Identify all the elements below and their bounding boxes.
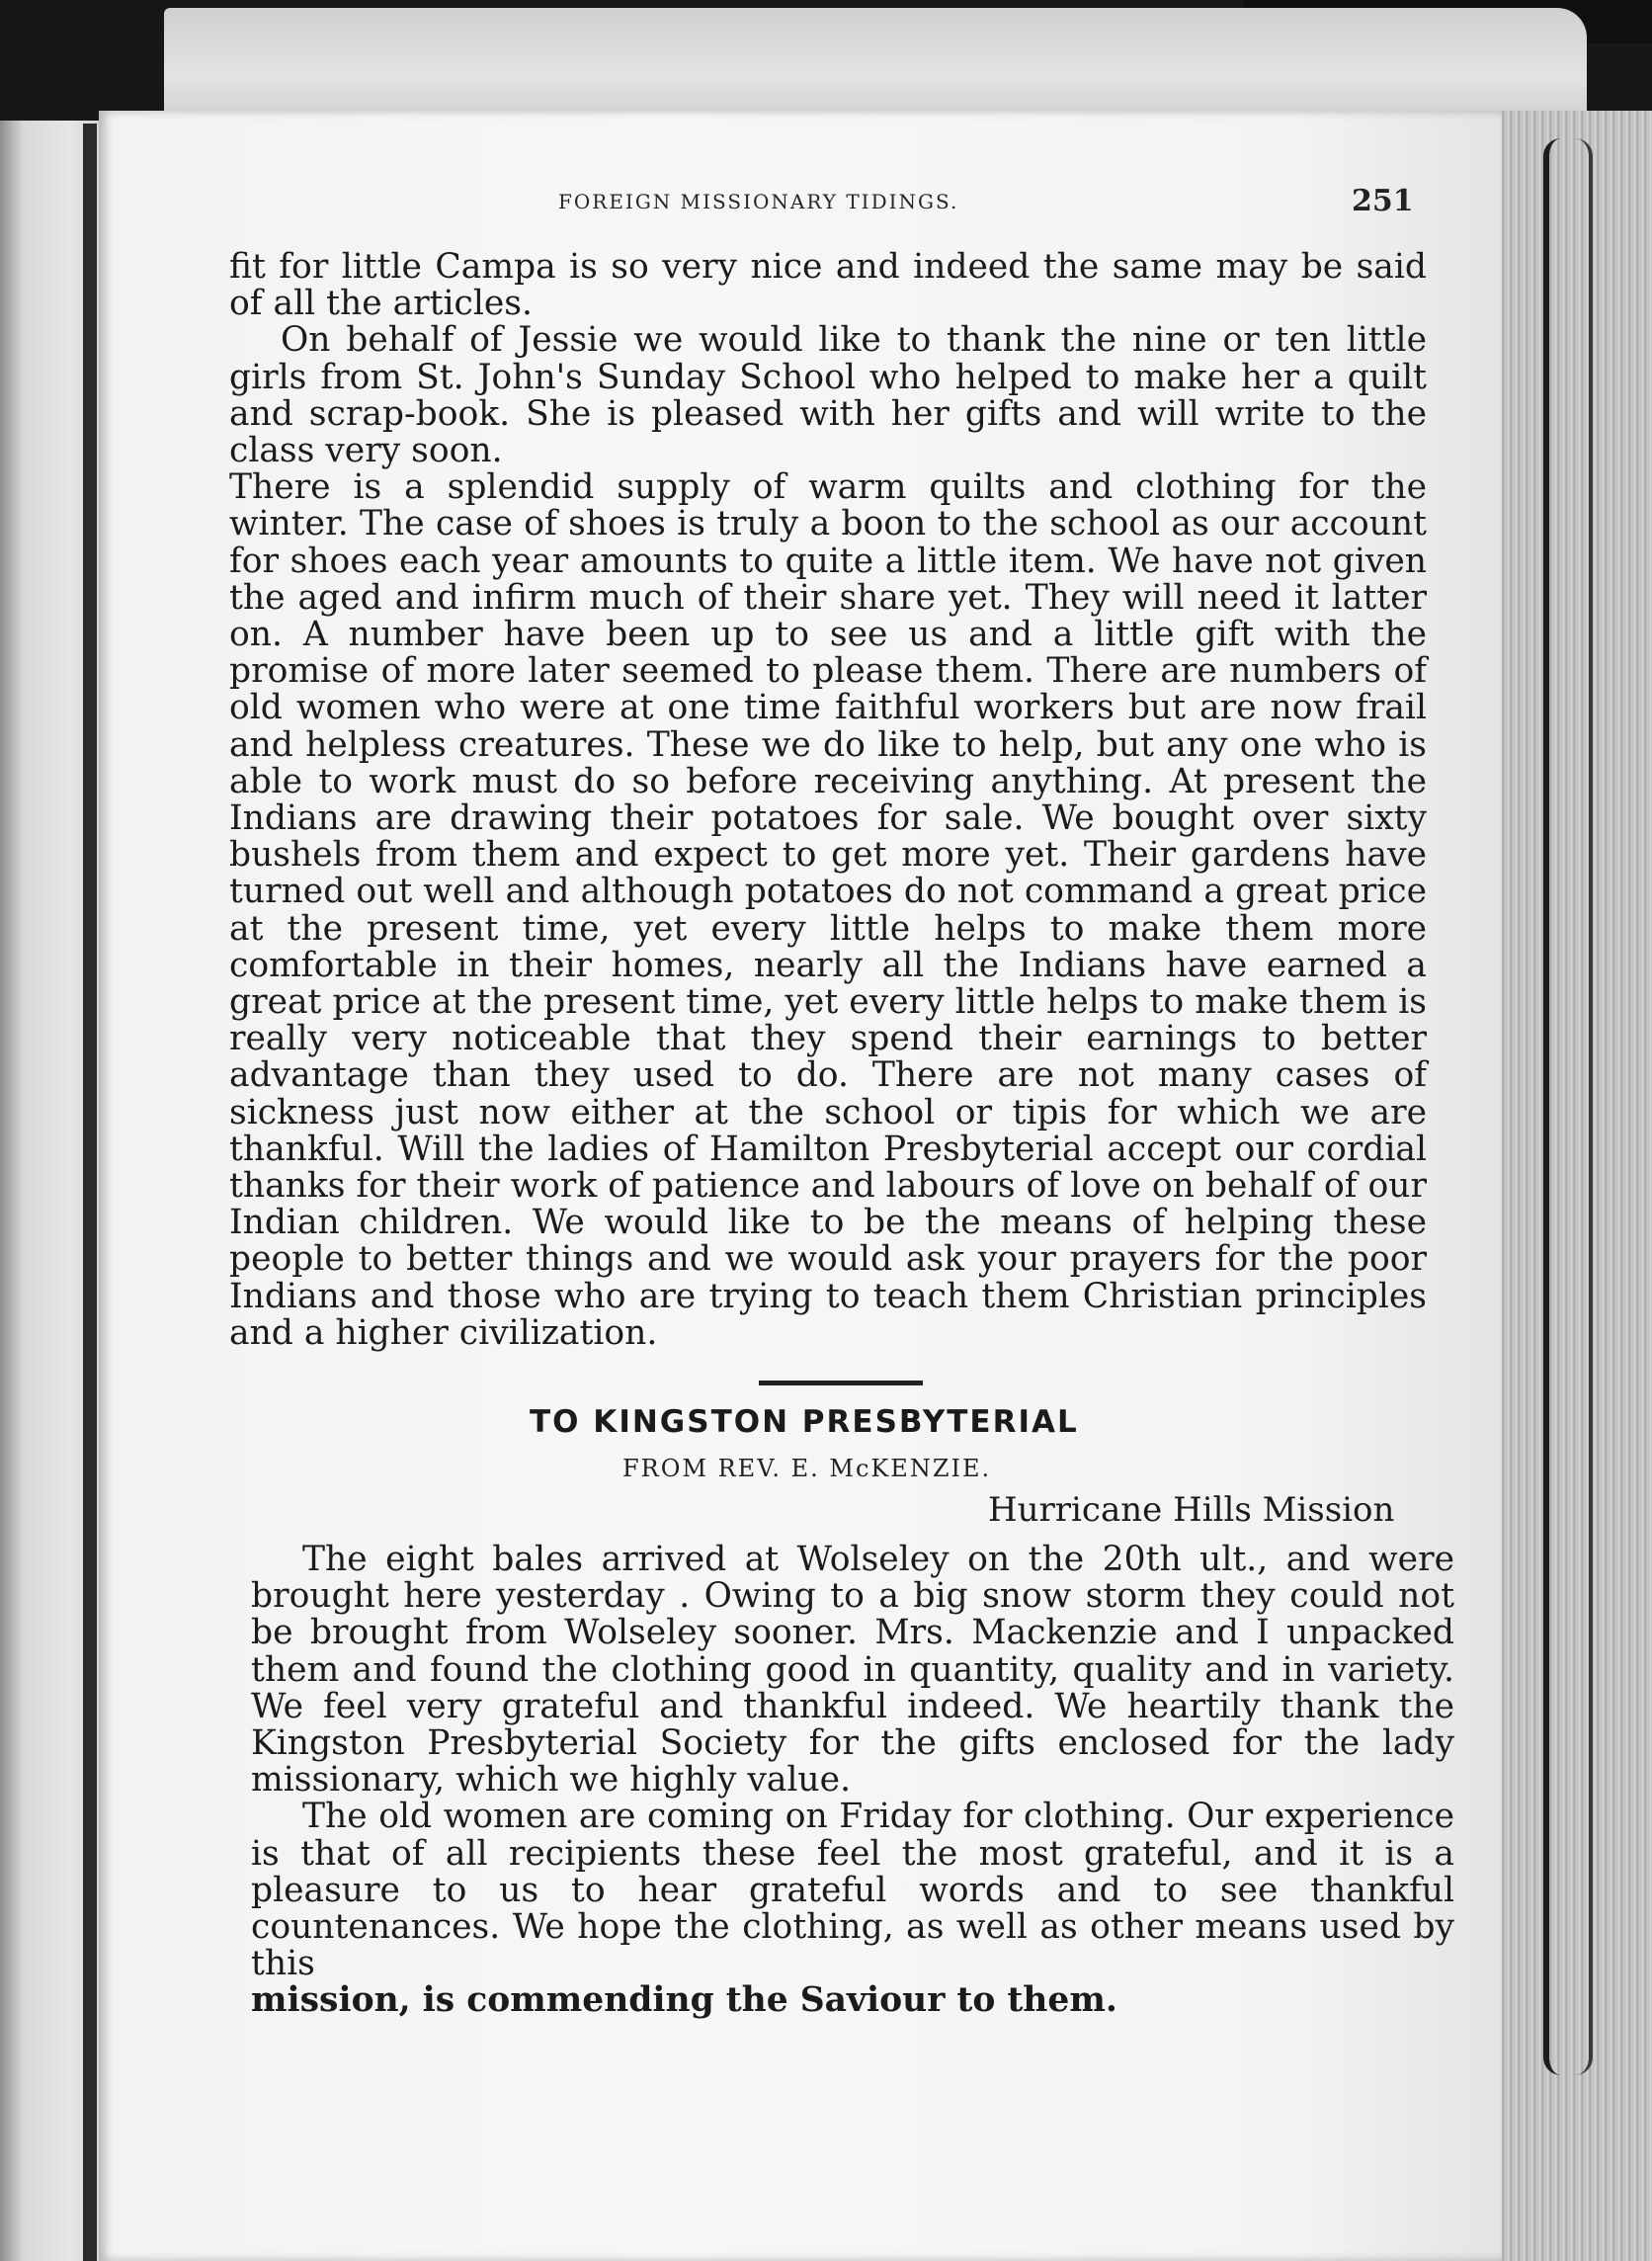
paragraph: fit for little Campa is so very nice and indeed the same may be said of all the articles. [229, 247, 1427, 324]
paragraph: The eight bales arrived at Wolseley on the 20th ult., and were brought here yesterday . Owing to a big snow storm they could not be brought from Wolseley sooner. Mrs. Mackenzie and I unpacked them and found the clothing good in quantity, quality and in variety. We feel very grateful and thankful indeed. We heartily thank the Kingston Presbyterial Society for the gifts enclosed for the lady missionary, which we highly value. [251, 1540, 1454, 1800]
paragraph-closing: mission, is commending the Saviour to them. [251, 1980, 1117, 2021]
section-title: TO KINGSTON PRESBYTERIAL [530, 1404, 1079, 1440]
decorative-cover-border [1543, 138, 1593, 2075]
letter-continued-text [229, 249, 1427, 1352]
paragraph: There is a splendid supply of warm quilts and clothing for the winter. The case of shoes is truly a boon to the school as our account for shoes each year amounts to quite a little item. We have not given the aged and infirm much of their share yet. They will need it latter on. A number have been up to see us and a little gift with the promise of more later seemed to please them. There are numbers of old women who were at one time faithful workers but are now frail and helpless creatures. These we do like to help, but any one who is able to work must do so before receiving anything. At present the Indians are drawing their potatoes for sale. We bought over sixty bushels from them and expect to get more yet. Their gardens have turned out well and although potatoes do not command a great price at the present time, yet every little helps to make them more comfortable in their homes, nearly all the Indians have earned a great price at the present time, yet every little helps to make them is really very noticeable that they spend their earnings to better advantage than they used to do. There are not many cases of sickness just now either at the school or tipis for which we are thankful. Will the ladies of Hamilton Presbyterial accept our cordial thanks for their work of patience and labours of love on behalf of our Indian children. We would like to be the means of helping these people to better things and we would ask your prayers for the poor Indians and those who are trying to teach them Christian principles and a higher civilization. [229, 467, 1427, 1353]
page-number: 251 [1352, 184, 1414, 218]
mission-location: Hurricane Hills Mission [988, 1490, 1395, 1530]
section-text [251, 1542, 1454, 2020]
paragraph: On behalf of Jessie we would like to thank the nine or ten little girls from St. John's Sunday School who helped to make her a quilt and scrap-book. She is pleased with her gifts and will write to the class very soon. [229, 320, 1427, 471]
running-title: FOREIGN MISSIONARY TIDINGS. [558, 190, 959, 213]
section-byline: FROM REV. E. McKENZIE. [622, 1455, 992, 1482]
page-header [0, 184, 1652, 223]
paragraph: The old women are coming on Friday for clothing. Our experience is that of all recipients these feel the most grateful, and it is a pleasure to us to hear grateful words and to see thankful countenances. We hope the clothing, as well as other means used by this [251, 1797, 1454, 1984]
section-divider [759, 1381, 923, 1385]
page-top-edge [164, 8, 1587, 125]
book-spine-shadow [83, 124, 97, 2261]
